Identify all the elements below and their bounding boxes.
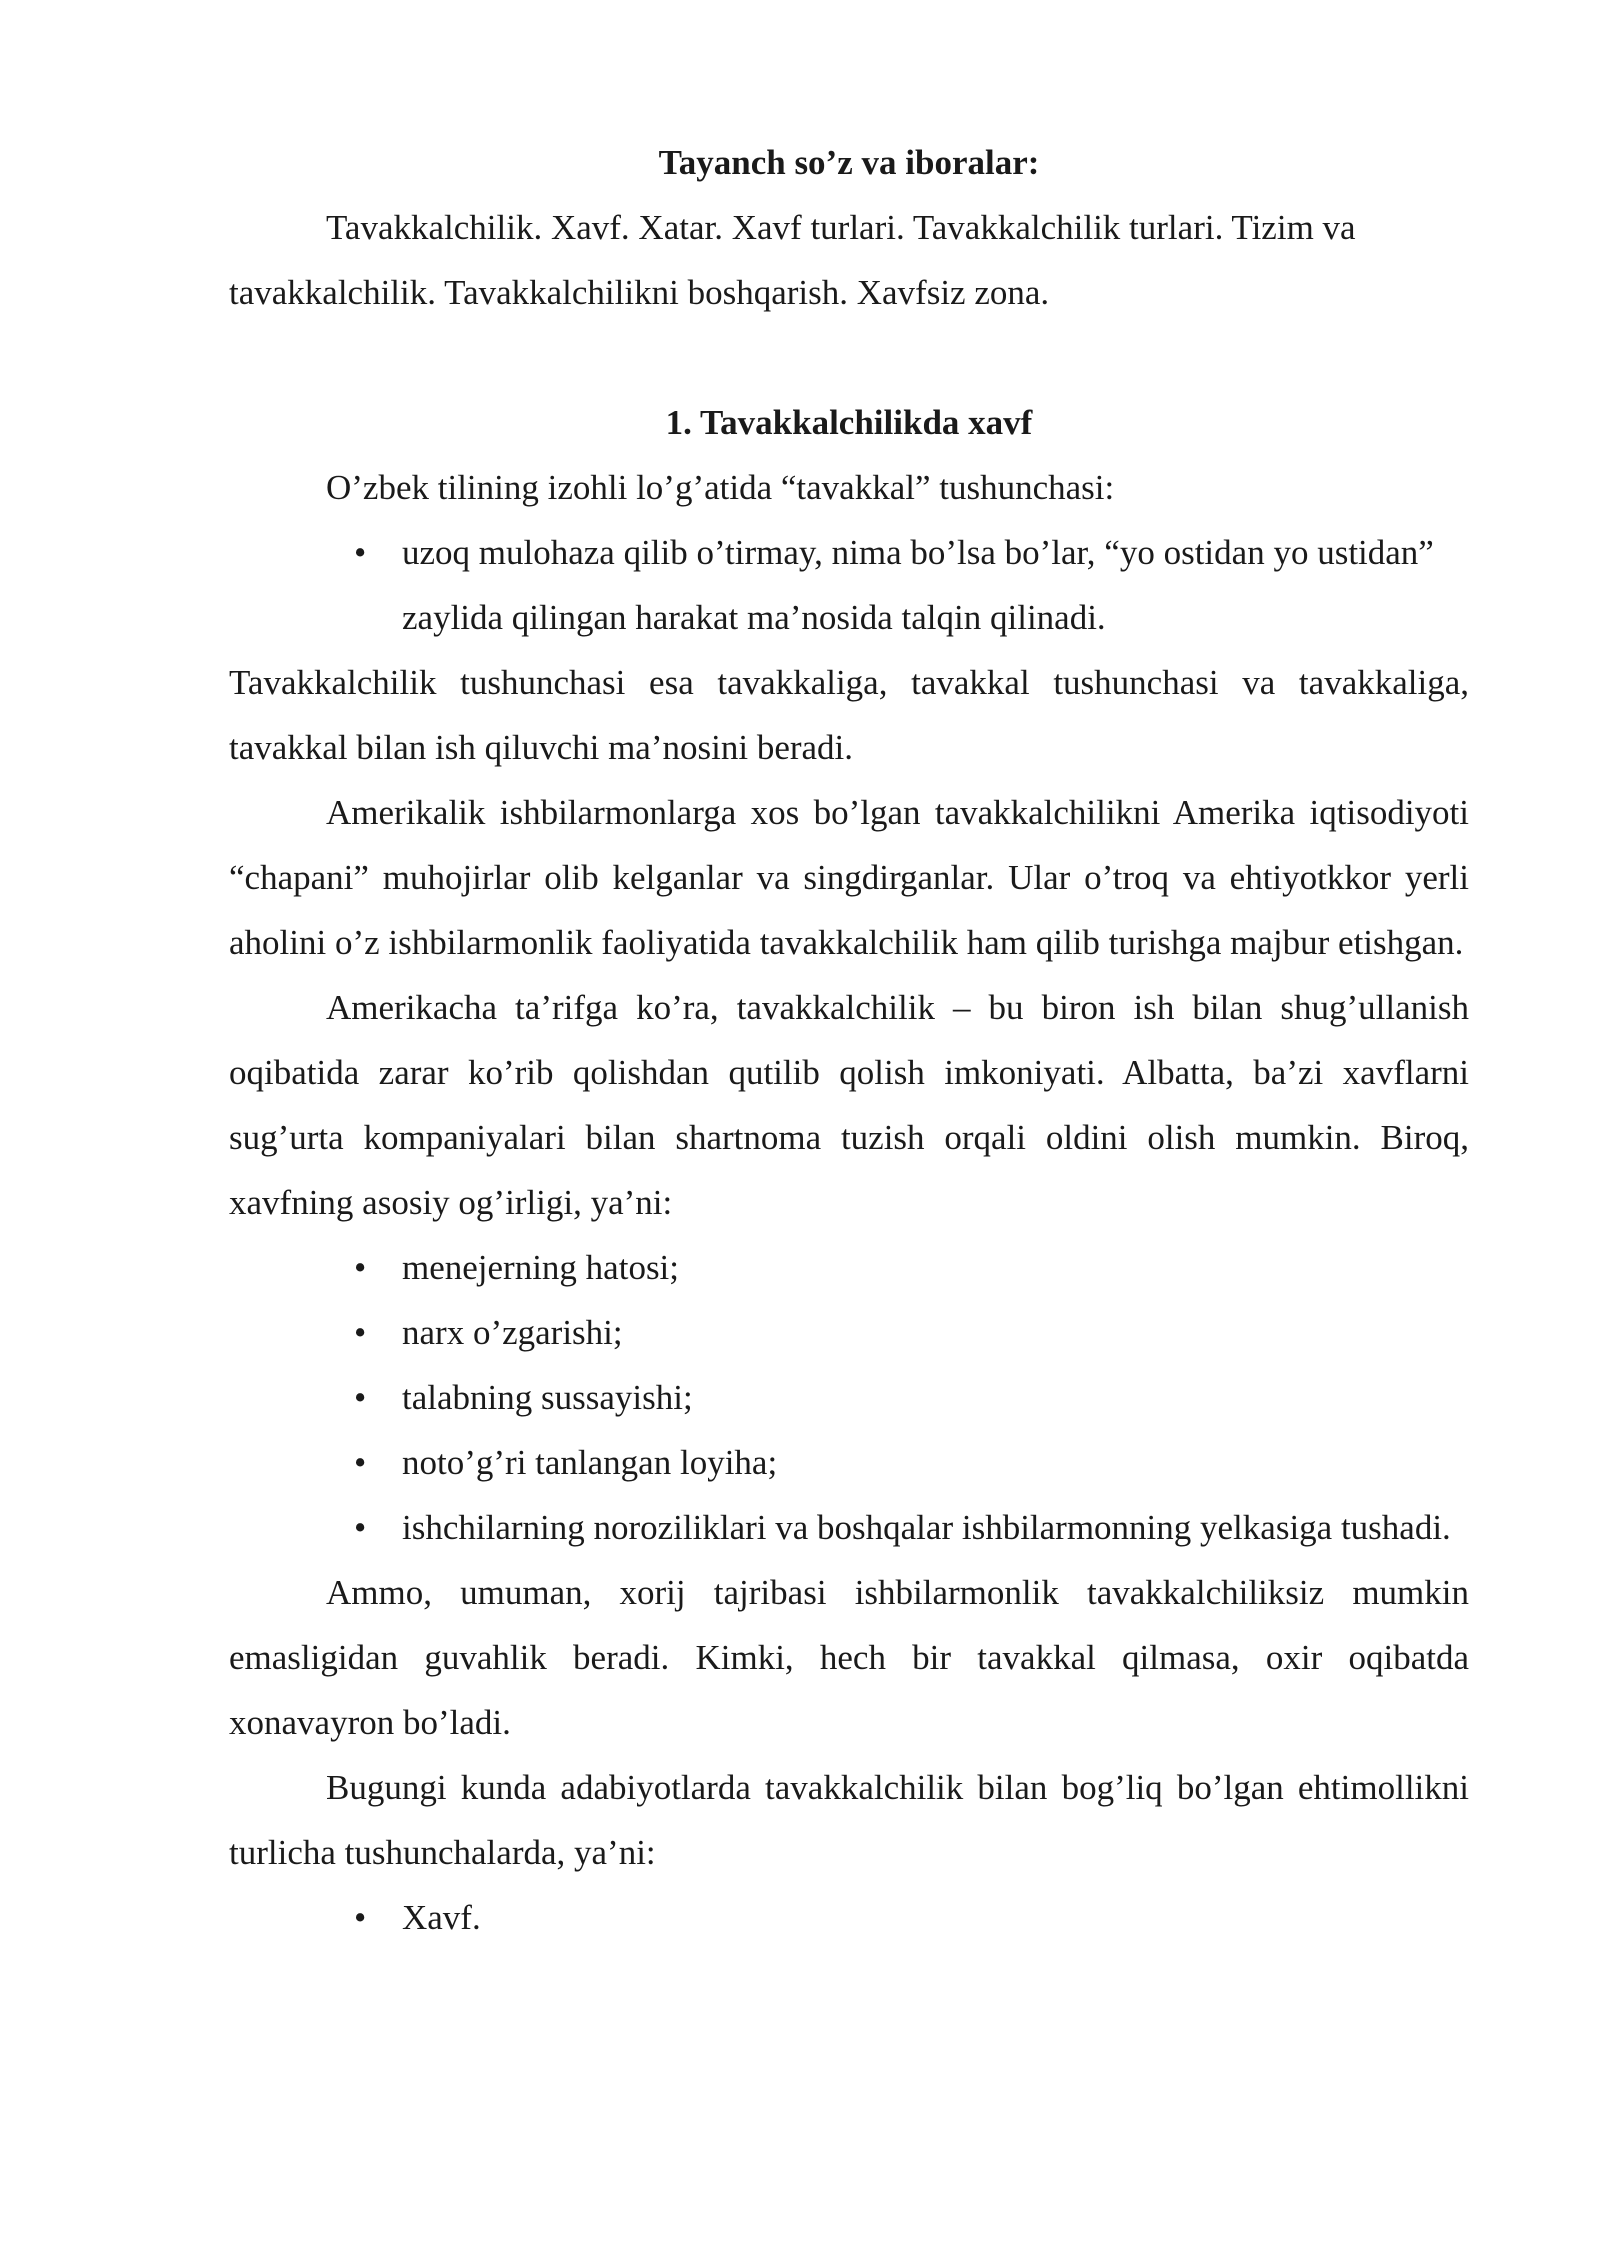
list-item [354,1365,1469,1430]
bullet-icon: • [354,1378,367,1417]
list-item [354,1235,1469,1300]
document-page [229,130,1469,1950]
paragraph-1: O’zbek tilining izohli lo’g’atida “tavakkal” tushunchasi: [326,468,1115,507]
list-item-text: talabning sussayishi; [402,1378,693,1417]
paragraph-2: Tavakkalchilik tushunchasi esa tavakkaliga, tavakkal tushunchasi va tavakkaliga, tavakkal bilan ish qiluvchi ma’nosini beradi. [229,663,1469,767]
list-item-text: menejerning hatosi; [402,1248,680,1287]
list-item-text: narx o’zgarishi; [402,1313,623,1352]
list-item [354,1495,1469,1560]
bullet-icon: • [354,1248,367,1287]
bullet-list-1 [229,520,1469,650]
bullet-icon: • [354,533,367,572]
bullet-icon: • [354,1443,367,1482]
bullet-list-3 [229,1885,1469,1950]
keywords-heading: Tayanch so’z va iboralar: [658,143,1040,182]
list-item-text: uzoq mulohaza qilib o’tirmay, nima bo’lsa bo’lar, “yo ostidan yo ustidan” zaylida qilingan harakat ma’nosida talqin qilinadi. [402,533,1434,637]
bullet-list-2 [229,1235,1469,1560]
section-heading: 1. Tavakkalchilikda xavf [665,403,1033,442]
list-item-text: Xavf. [402,1898,481,1937]
list-item [354,1885,1469,1950]
paragraph-3: Amerikalik ishbilarmonlarga xos bo’lgan tavakkalchilikni Amerika iqtisodiyoti “chapani” muhojirlar olib kelganlar va singdirganlar. Ular o’troq va ehtiyotkkor yerli aholini o’z ishbilarmonlik faoliyatida tavakkalchilik ham qilib turishga majbur etishgan. [229,793,1469,962]
paragraph-5: Ammo, umuman, xorij tajribasi ishbilarmonlik tavakkalchiliksiz mumkin emasligidan guvahlik beradi. Kimki, hech bir tavakkal qilmasa, oxir oqibatda xonavayron bo’ladi. [229,1573,1469,1742]
keywords-text [229,195,1469,325]
bullet-icon: • [354,1313,367,1352]
paragraph-4: Amerikacha ta’rifga ko’ra, tavakkalchilik – bu biron ish bilan shug’ullanish oqibatida zarar ko’rib qolishdan qutilib qolish imkoniyati. Albatta, ba’zi xavflarni sug’urta kompaniyalari bilan shartnoma tuzish orqali oldini olish mumkin. Biroq, xavfning asosiy og’irligi, ya’ni: [229,988,1469,1222]
bullet-icon: • [354,1898,367,1937]
list-item [354,1430,1469,1495]
list-item [354,520,1469,650]
paragraph-6: Bugungi kunda adabiyotlarda tavakkalchilik bilan bog’liq bo’lgan ehtimollikni turlicha tushunchalarda, ya’ni: [229,1768,1469,1872]
list-item-text: ishchilarning noroziliklari va boshqalar ishbilarmonning yelkasiga tushadi. [402,1508,1451,1547]
list-item-text: noto’g’ri tanlangan loyiha; [402,1443,778,1482]
keywords-line-2: tavakkalchilik. Tavakkalchilikni boshqarish. Xavfsiz zona. [229,273,1050,312]
keywords-line-1: Tavakkalchilik. Xavf. Xatar. Xavf turlari. Tavakkalchilik turlari. Tizim va [326,208,1356,247]
bullet-icon: • [354,1508,367,1547]
list-item [354,1300,1469,1365]
